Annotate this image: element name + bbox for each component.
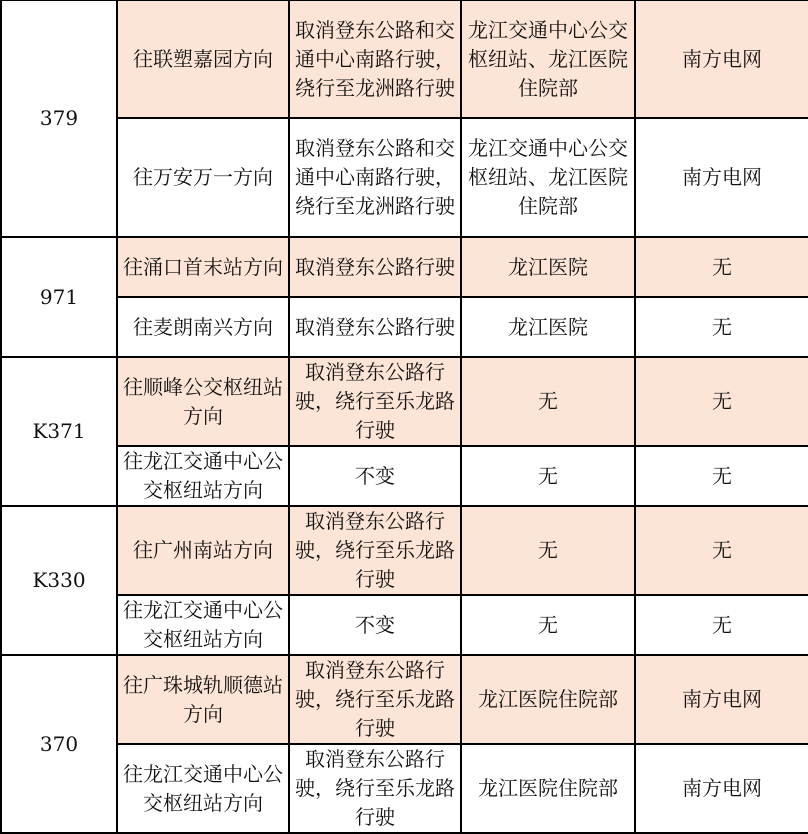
affected-cell: 无 — [635, 506, 808, 595]
change-cell: 取消登东公路行驶，绕行至乐龙路行驶 — [289, 506, 461, 595]
route-number: K371 — [1, 357, 117, 506]
affected-cell: 无 — [635, 595, 808, 655]
change-cell: 取消登东公路和交通中心南路行驶，绕行至龙洲路行驶 — [289, 118, 461, 237]
direction-cell: 往广州南站方向 — [117, 506, 289, 595]
change-cell: 取消登东公路行驶，绕行至乐龙路行驶 — [289, 744, 461, 833]
affected-cell: 南方电网 — [635, 655, 808, 744]
stops-cell: 龙江医院住院部 — [461, 744, 635, 833]
route-number: 370 — [1, 655, 117, 833]
table-row — [1, 297, 808, 357]
direction-cell: 往万安万一方向 — [117, 118, 289, 237]
stops-cell: 无 — [461, 595, 635, 655]
change-cell: 不变 — [289, 595, 461, 655]
affected-cell: 南方电网 — [635, 744, 808, 833]
table-row — [1, 0, 808, 118]
table-row — [1, 506, 808, 595]
table-row — [1, 357, 808, 446]
direction-cell: 往广珠城轨顺德站方向 — [117, 655, 289, 744]
table-row — [1, 446, 808, 506]
affected-cell: 无 — [635, 237, 808, 297]
stops-cell: 无 — [461, 506, 635, 595]
route-number: 379 — [1, 0, 117, 237]
stops-cell: 龙江交通中心公交枢纽站、龙江医院住院部 — [461, 0, 635, 118]
stops-cell: 龙江医院 — [461, 297, 635, 357]
direction-cell: 往龙江交通中心公交枢纽站方向 — [117, 744, 289, 833]
change-cell: 取消登东公路行驶 — [289, 297, 461, 357]
route-number: K330 — [1, 506, 117, 655]
direction-cell: 往顺峰公交枢纽站方向 — [117, 357, 289, 446]
direction-cell: 往龙江交通中心公交枢纽站方向 — [117, 595, 289, 655]
affected-cell: 无 — [635, 357, 808, 446]
change-cell: 不变 — [289, 446, 461, 506]
affected-cell: 南方电网 — [635, 118, 808, 237]
table-row — [1, 237, 808, 297]
stops-cell: 无 — [461, 446, 635, 506]
table-row — [1, 744, 808, 833]
stops-cell: 龙江医院 — [461, 237, 635, 297]
table-row — [1, 118, 808, 237]
table-row — [1, 595, 808, 655]
change-cell: 取消登东公路行驶 — [289, 237, 461, 297]
direction-cell: 往涌口首末站方向 — [117, 237, 289, 297]
stops-cell: 龙江医院住院部 — [461, 655, 635, 744]
change-cell: 取消登东公路行驶，绕行至乐龙路行驶 — [289, 357, 461, 446]
change-cell: 取消登东公路和交通中心南路行驶，绕行至龙洲路行驶 — [289, 0, 461, 118]
affected-cell: 南方电网 — [635, 0, 808, 118]
table-row — [1, 655, 808, 744]
direction-cell: 往联塑嘉园方向 — [117, 0, 289, 118]
affected-cell: 无 — [635, 446, 808, 506]
affected-cell: 无 — [635, 297, 808, 357]
direction-cell: 往龙江交通中心公交枢纽站方向 — [117, 446, 289, 506]
stops-cell: 龙江交通中心公交枢纽站、龙江医院住院部 — [461, 118, 635, 237]
direction-cell: 往麦朗南兴方向 — [117, 297, 289, 357]
route-number: 971 — [1, 237, 117, 357]
stops-cell: 无 — [461, 357, 635, 446]
change-cell: 取消登东公路行驶，绕行至乐龙路行驶 — [289, 655, 461, 744]
